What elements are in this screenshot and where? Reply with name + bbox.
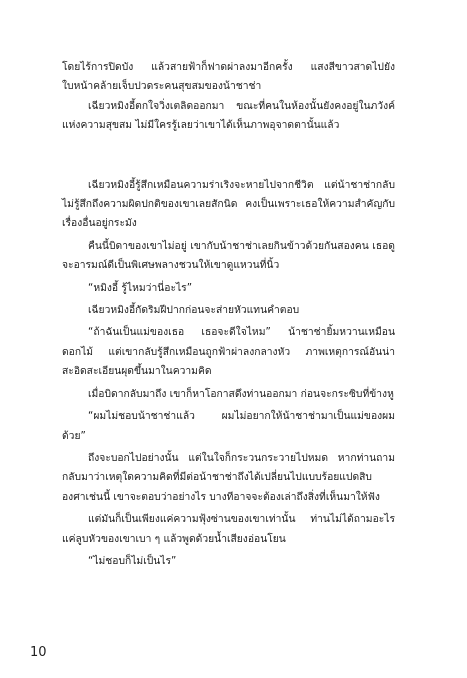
paragraph: “ถ้าฉันเป็นแม่ของเธอ เธอจะดีใจไหม” น้าชาช่ายิ้มหวานเหมือนดอกไม้ แต่เขากลับรู้สึกเหมือนถูกฟ้าผ่าลงกลางหัว ภาพเหตุการณ์อันน่าสะอิดสะเอียนผุดขึ้นมาในความคิด [62, 326, 395, 378]
paragraph: เฉียวหมิงอี้กัดริมฝีปากก่อนจะส่ายหัวแทนคำตอบ [88, 304, 300, 317]
body-text [62, 58, 395, 571]
dialogue-line: “ไม่ชอบก็ไม่เป็นไร” [88, 554, 177, 567]
dialogue-line: “ผมไม่ชอบน้าชาช่าแล้ว ผมไม่อยากให้น้าชาช่ามาเป็นแม่ของผมด้วย” [62, 410, 395, 442]
paragraph: เมื่อบิดากลับมาถึง เขาก็หาโอกาสดึงท่านออกมา ก่อนจะกระซิบที่ข้างหู [88, 387, 394, 400]
paragraph: เฉียวหมิงอี้ตกใจวิ่งเตลิดออกมา ขณะที่คนในห้องนั้นยังคงอยู่ในภวังค์แห่งความสุขสม ไม่มีใครรู้เลยว่าเขาได้เห็นภาพอุจาดตานั้นแล้ว [62, 99, 395, 132]
dialogue-line: “หมิงอี้ รู้ไหมว่านี่อะไร” [88, 281, 193, 294]
paragraph: เฉียวหมิงอี้รู้สึกเหมือนความร่าเริงจะหายไปจากชีวิต แต่น้าชาช่ากลับไม่รู้สึกถึงความผิดปกติของเขาเลยสักนิด คงเป็นเพราะเธอให้ความสำคัญกับเรื่องอื่นอยู่กระมัง [62, 178, 395, 230]
page-number: 10 [30, 645, 47, 660]
paragraph: ถึงจะบอกไปอย่างนั้น แต่ในใจก็กระวนกระวายไปหมด หากท่านถามกลับมาว่าเหตุใดความคิดที่มีต่อน้าชาช่าถึงได้เปลี่ยนไปแบบร้อยแปดสิบองศาเช่นนี้ เขาจะตอบว่าอย่างไร บางทีอาจจะต้องเล่าถึงสิ่งที่เห็นมาให้ฟัง [62, 451, 395, 503]
paragraph: โดยไร้การปิดบัง แล้วสายฟ้าก็ฟาดผ่าลงมาอีกครั้ง แสงสีขาวสาดไปยังใบหน้าคล้ายเจ็บปวดระคนสุขสมของน้าชาช่า [62, 61, 395, 93]
paragraph: แต่มันก็เป็นเพียงแค่ความฟุ้งซ่านของเขาเท่านั้น ท่านไม่ได้ถามอะไรแค่ลูบหัวของเขาเบา ๆ แล้วพูดด้วยน้ำเสียงอ่อนโยน [62, 513, 395, 545]
paragraph: คืนนี้บิดาของเขาไม่อยู่ เขากับน้าชาช่าเลยกินข้าวด้วยกันสองคน เธอดูจะอารมณ์ดีเป็นพิเศษพลางชวนให้เขาดูแหวนที่นิ้ว [62, 239, 395, 272]
